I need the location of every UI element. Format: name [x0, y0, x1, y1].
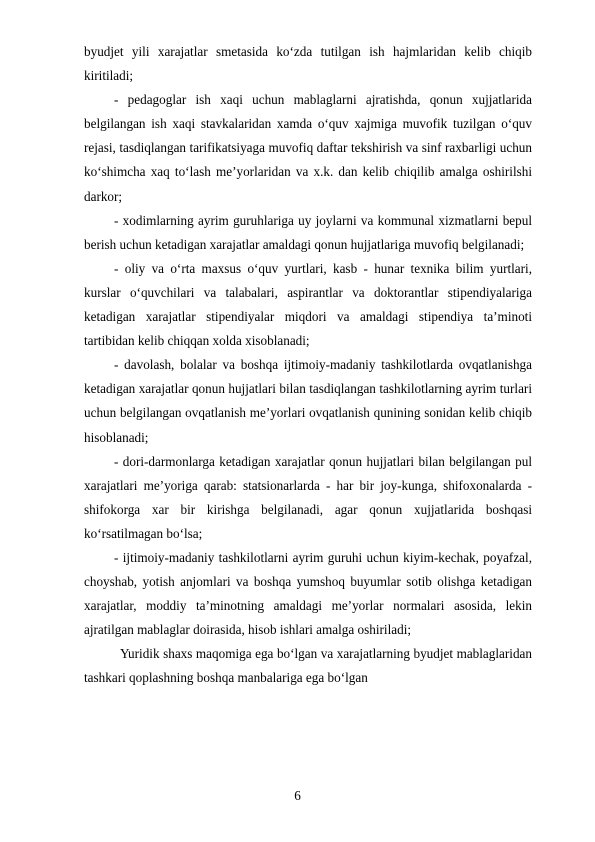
page-number: 6 [294, 788, 301, 803]
paragraph-legal-entity: Yuridik shaxs maqomiga ega bo‘lgan va xarajatlarning byudjet mablaglaridan tashkari qoplashning boshqa manbalariga ega bo‘lgan [84, 646, 532, 686]
paragraph-continuation: byudjet yili xarajatlar smetasida ko‘zda tutilgan ish hajmlaridan kelib chiqib kiritiladi; [84, 44, 532, 84]
list-item-medicines: - dori-darmonlarga ketadigan xarajatlar qonun hujjatlari bilan belgilangan pul xarajatlari me’yoriga qarab: statsionarlarda - har bir joy-kunga, shifoxonalarda - shifokorga xar bir kirishga belgilanadi, agar qonun xujjatlarida boshqasi ko‘rsatilmagan bo‘lsa; [84, 453, 532, 541]
list-item-nutrition: - davolash, bolalar va boshqa ijtimoiy-madaniy tashkilotlarda ovqatlanishga ketadigan xarajatlar qonun hujjatlari bilan tasdiqlangan tashkilotlarning ayrim turlari uchun belgilangan ovqatlanish me’yorlari ovqatlanish qunining sonidan kelib chiqib hisoblanadi; [84, 357, 532, 445]
list-item-clothing: - ijtimoiy-madaniy tashkilotlarni ayrim guruhi uchun kiyim-kechak, poyafzal, choyshab, yotish anjomlari va boshqa yumshoq buyumlar sotib olishga ketadigan xarajatlar, moddiy ta’minotning amaldagi me’yorlar normalari asosida, lekin ajratilgan mablaglar doirasida, hisob ishlari amalga oshiriladi; [84, 549, 532, 638]
list-item-housing-utilities: - xodimlarning ayrim guruhlariga uy joylarni va kommunal xizmatlarni bepul berish uchun ketadigan xarajatlar amaldagi qonun hujjatlariga muvofiq belgilanadi; [84, 212, 532, 252]
document-body [84, 40, 532, 691]
list-item-stipends: - oliy va o‘rta maxsus o‘quv yurtlari, kasb - hunar texnika bilim yurtlari, kurslar o‘quvchilari va talabalari, aspirantlar va doktorantlar stipendiyalariga ketadigan xarajatlar stipendiyalar miqdori va amaldagi stipendiya ta’minoti tartibidan kelib chiqqan xolda xisoblanadi; [84, 260, 532, 349]
list-item-teacher-wages: - pedagoglar ish xaqi uchun mablaglarni ajratishda, qonun xujjatlarida belgilangan ish xaqi stavkalaridan xamda o‘quv xajmiga muvofik tuzilgan o‘quv rejasi, tasdiqlangan tarifikatsiyaga muvofiq daftar tekshirish va sinf raxbarligi uchun ko‘shimcha xaq to‘lash me’yorlaridan va x.k. dan kelib chiqilib amalga oshirilshi darkor; [84, 92, 532, 204]
